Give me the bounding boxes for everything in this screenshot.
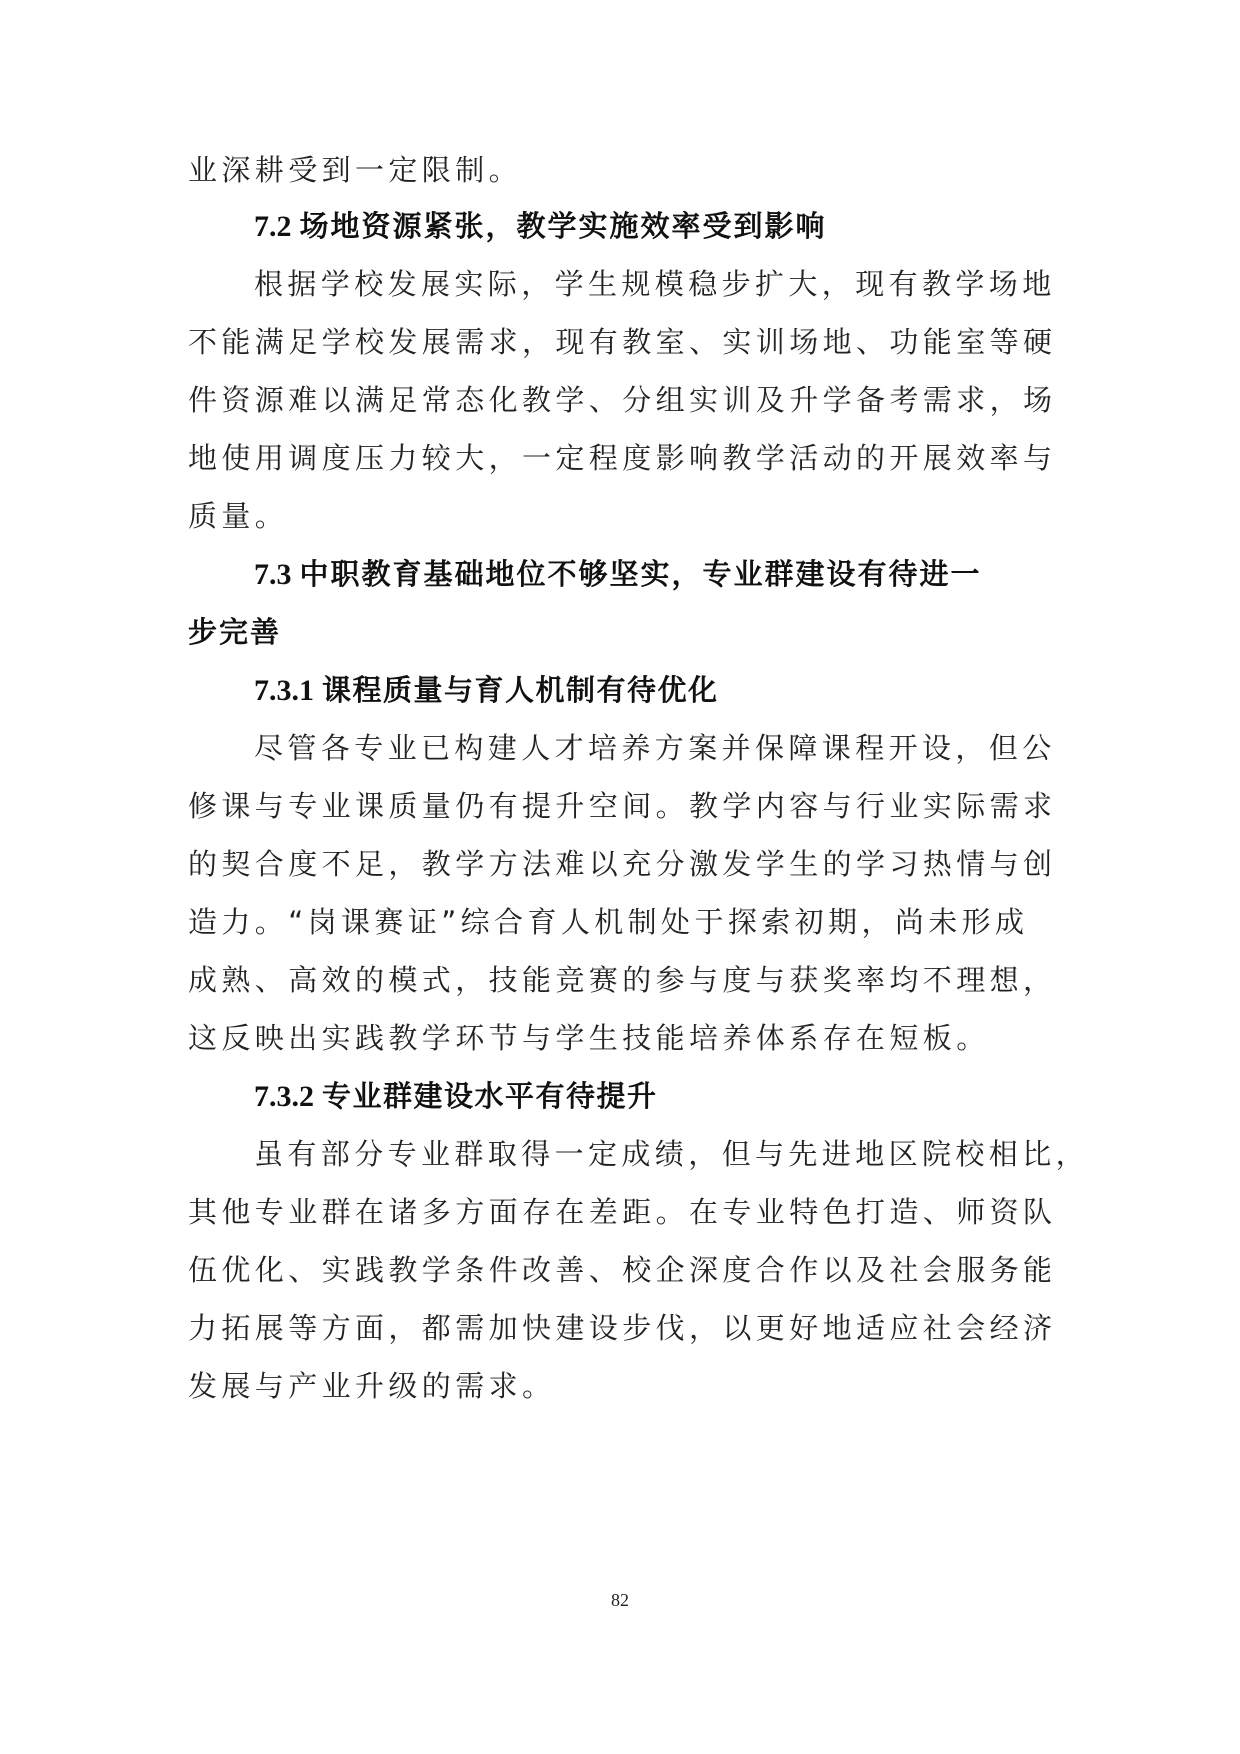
paragraph-line: 地使用调度压力较大，一定程度影响教学活动的开展效率与 xyxy=(188,441,1057,475)
paragraph-line: 伍优化、实践教学条件改善、校企深度合作以及社会服务能 xyxy=(188,1253,1057,1287)
page-number: 82 xyxy=(611,1590,629,1610)
section-heading-7-3 xyxy=(254,554,982,595)
paragraph-line: 不能满足学校发展需求，现有教室、实训场地、功能室等硬 xyxy=(188,325,1057,359)
subsection-number: 7.3.1 xyxy=(254,674,314,707)
paragraph-line: 质量。 xyxy=(188,499,289,533)
section-heading-7-2 xyxy=(254,206,827,247)
section-number: 7.3 xyxy=(254,558,292,591)
section-number: 7.2 xyxy=(254,210,292,243)
paragraph-line: 根据学校发展实际，学生规模稳步扩大，现有教学场地 xyxy=(254,267,1056,301)
subsection-title: 课程质量与育人机制有待优化 xyxy=(322,673,719,707)
continuation-text: 业深耕受到一定限制。 xyxy=(188,153,523,187)
section-heading-7-3-continued: 步完善 xyxy=(188,615,282,649)
paragraph-line: 虽有部分专业群取得一定成绩，但与先进地区院校相比， xyxy=(254,1137,1090,1171)
paragraph-line: 尽管各专业已构建人才培养方案并保障课程开设，但公 xyxy=(254,731,1056,765)
paragraph-line: 力拓展等方面，都需加快建设步伐，以更好地适应社会经济 xyxy=(188,1311,1057,1345)
paragraph-line: 造力。“岗课赛证”综合育人机制处于探索初期，尚未形成 xyxy=(188,905,1029,939)
section-title: 场地资源紧张，教学实施效率受到影响 xyxy=(299,209,827,243)
subsection-heading-7-3-1 xyxy=(254,670,719,711)
subsection-heading-7-3-2 xyxy=(254,1076,658,1117)
paragraph-line: 成熟、高效的模式，技能竞赛的参与度与获奖率均不理想， xyxy=(188,963,1057,997)
paragraph-line: 发展与产业升级的需求。 xyxy=(188,1369,556,1403)
paragraph-line: 件资源难以满足常态化教学、分组实训及升学备考需求，场 xyxy=(188,383,1057,417)
subsection-title: 专业群建设水平有待提升 xyxy=(322,1079,658,1113)
paragraph-line: 这反映出实践教学环节与学生技能培养体系存在短板。 xyxy=(188,1021,990,1055)
paragraph-line: 修课与专业课质量仍有提升空间。教学内容与行业实际需求 xyxy=(188,789,1057,823)
section-title: 中职教育基础地位不够坚实，专业群建设有待进一 xyxy=(299,557,982,591)
paragraph-line: 的契合度不足，教学方法难以充分激发学生的学习热情与创 xyxy=(188,847,1057,881)
subsection-number: 7.3.2 xyxy=(254,1080,314,1113)
paragraph-line: 其他专业群在诸多方面存在差距。在专业特色打造、师资队 xyxy=(188,1195,1057,1229)
